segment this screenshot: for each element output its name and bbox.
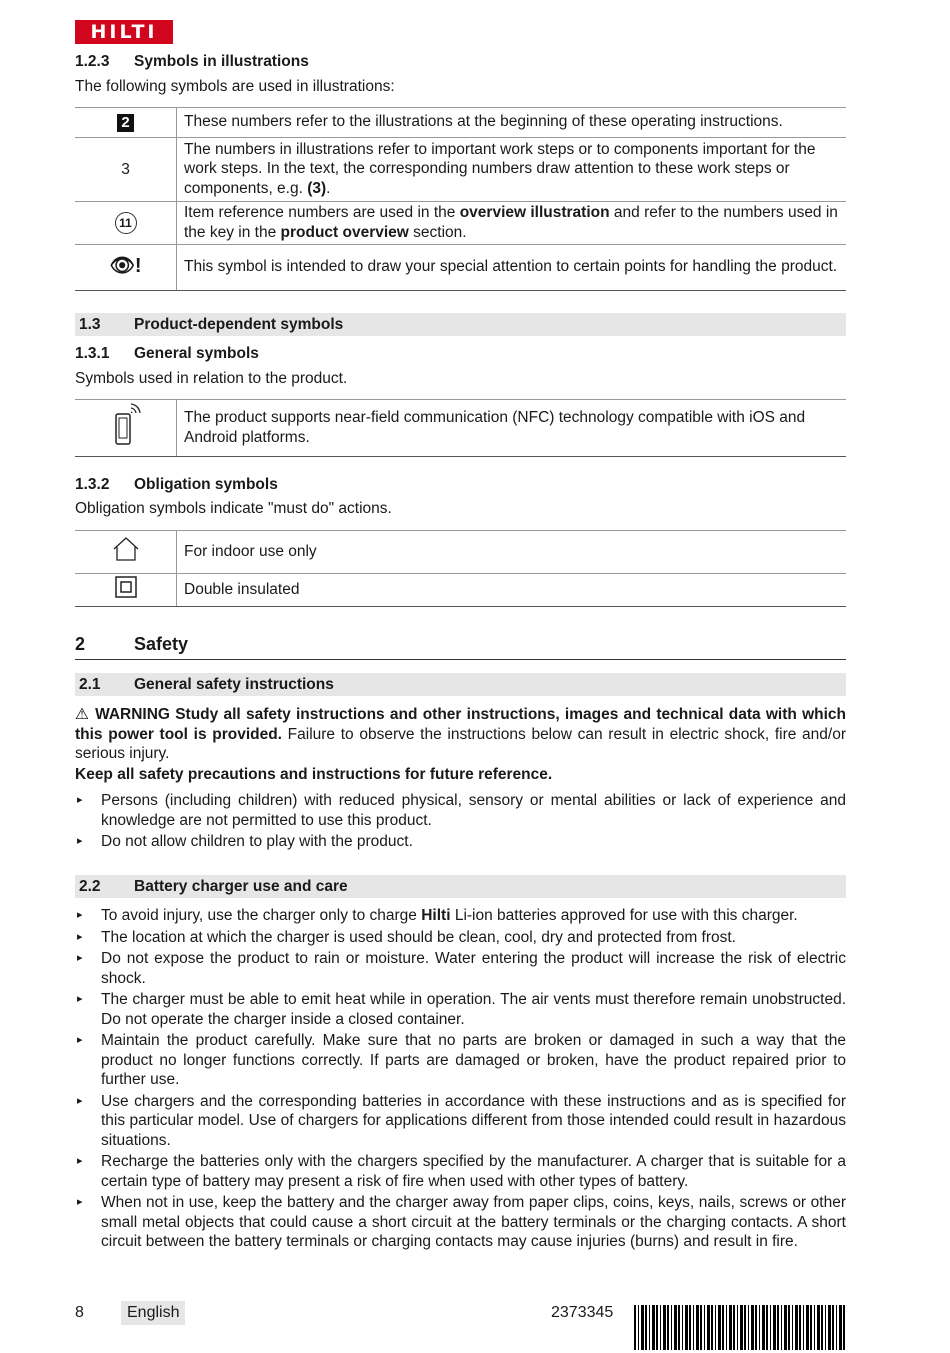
list-item: ▸ Do not expose the product to rain or moisture. Water entering the product will increase the risk of electric shock. <box>75 949 846 988</box>
list-item: ▸ The charger must be able to emit heat while in operation. The air vents must therefore remain unobstructed. Do not operate the charger inside a closed container. <box>75 990 846 1029</box>
list-item: ▸ The location at which the charger is used should be clean, cool, dry and protected from frost. <box>75 928 846 948</box>
heading-2-2: 2.2 Battery charger use and care <box>75 875 846 898</box>
list-item: ▸ When not in use, keep the battery and the charger away from paper clips, coins, keys, nails, screws or other small metal objects that could cause a short circuit at the battery terminals or the charging contacts. A short circuit between the battery terminals or charging contacts may cause injuries (burns) and result in fire. <box>75 1193 846 1252</box>
illustration-symbols-table: 2 These numbers refer to the illustrations at the beginning of these operating instructions. 3 The numbers in illustrations refer to important work steps or to components important for the work steps. In the text, the corresponding numbers draw attention to these work steps or components, e.g. (3). 11 Item reference numbers are used in the overview illustration and refer to the numbers used in the key in the product overview section. 👁! This symbol is intended to draw your special attention to certain points for handling the product. <box>75 107 846 291</box>
nfc-phone-icon <box>111 402 141 448</box>
double-insulated-icon <box>114 575 138 599</box>
item-reference-icon: 11 <box>115 212 137 234</box>
heading-1-2-3: 1.2.3 Symbols in illustrations <box>75 53 309 70</box>
heading-1-3-2: 1.3.2 Obligation symbols <box>75 476 278 493</box>
list-item: ▸ To avoid injury, use the charger only to charge Hilti Li-ion batteries approved for use with this charger. <box>75 906 846 926</box>
work-step-number: 3 <box>75 138 177 202</box>
document-code: 2373345 <box>551 1304 614 1321</box>
list-item: ▸ Recharge the batteries only with the chargers specified by the manufacturer. A charger that is suitable for a certain type of battery may present a risk of fire when used with other types of battery. <box>75 1152 846 1191</box>
heading-1-3-1: 1.3.1 General symbols <box>75 345 259 362</box>
house-icon <box>112 537 140 561</box>
barcode-icon <box>634 1305 846 1350</box>
hilti-logo: HILTI <box>75 20 173 44</box>
list-item: ▸ Use chargers and the corresponding batteries in accordance with these instructions and as is specified for this particular model. Use of chargers for applications different from those intended could result in hazardous situations. <box>75 1092 846 1151</box>
eye-exclamation-icon: 👁! <box>109 255 142 278</box>
warning-paragraph: ⚠ WARNING Study all safety instructions and other instructions, images and technical data with which this power tool is provided. Failure to observe the instructions below can result in electric shock, fire and/or serious injury. <box>75 706 847 762</box>
obligation-symbols-table: For indoor use only Double insulated <box>75 530 846 607</box>
heading-1-3: 1.3 Product-dependent symbols <box>75 313 846 336</box>
heading-2-1: 2.1 General safety instructions <box>75 673 846 696</box>
list-item: ▸ Maintain the product carefully. Make sure that no parts are broken or damaged in such a way that the product no longer functions correctly. If parts are damaged or broken, have the product repaired prior to further use. <box>75 1031 846 1090</box>
general-symbols-table: The product supports near-field communication (NFC) technology compatible with iOS and Android platforms. <box>75 399 846 457</box>
heading-2-safety: 2 Safety <box>75 635 846 660</box>
page-number: 8 <box>75 1304 84 1321</box>
warning-icon: ⚠ <box>75 706 90 723</box>
intro-1-3-1: Symbols used in relation to the product. <box>75 370 348 387</box>
intro-1-2-3: The following symbols are used in illustrations: <box>75 78 395 95</box>
intro-1-3-2: Obligation symbols indicate "must do" actions. <box>75 500 392 517</box>
list-item: ▸ Persons (including children) with reduced physical, sensory or mental abilities or lack of experience and knowledge are not permitted to use this product. <box>75 791 846 830</box>
illustration-number-icon: 2 <box>117 114 134 132</box>
general-safety-list <box>75 791 846 854</box>
charger-safety-list <box>75 906 846 1254</box>
list-item: ▸ Do not allow children to play with the product. <box>75 832 846 852</box>
language-label: English <box>121 1301 185 1325</box>
keep-instructions: Keep all safety precautions and instructions for future reference. <box>75 766 553 783</box>
